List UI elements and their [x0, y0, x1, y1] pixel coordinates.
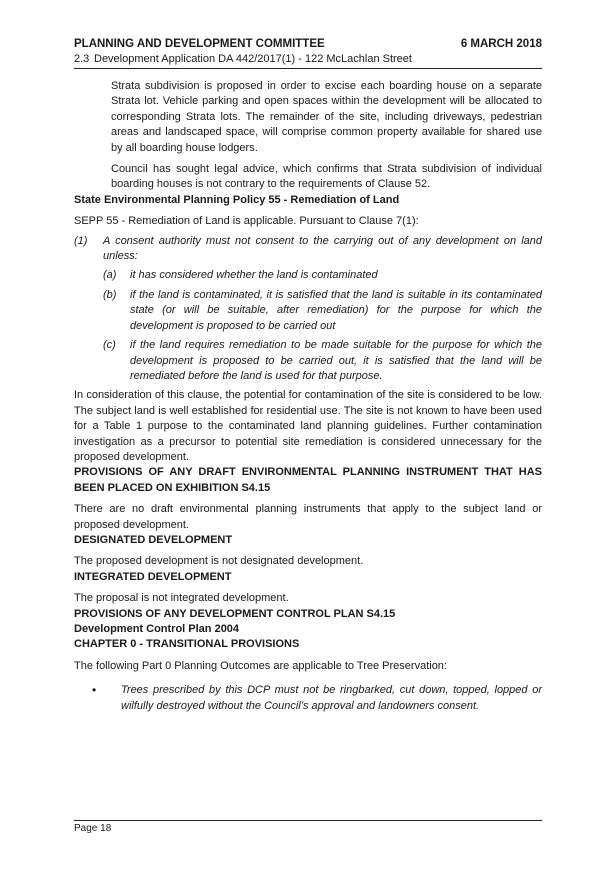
footer-divider — [74, 820, 542, 821]
sepp-heading: State Environmental Planning Policy 55 - Remediation of Land — [74, 193, 400, 206]
clause-item-text: if the land requires remediation to be made suitable for the purpose for which the development is proposed to be carried out, it is satisfied that the land will be remediated before the land is used for that purpose. — [130, 339, 542, 382]
tree-bullet-text: Trees prescribed by this DCP must not be ringbarked, cut down, topped, lopped or wilfully destroyed without the Council’s approval and landowners consent. — [121, 684, 542, 712]
strata-paragraph: Strata subdivision is proposed in order to excise each boarding house on a separate Strata lot. Vehicle parking and open spaces within the development will be allocated to corresponding Strata lots. The remainder of the site, including driveways, pedestrian areas and landscaped space, will comprise common property available for shared use by all boarding house lodgers. — [111, 80, 542, 154]
clause-item-label: (a) — [103, 269, 117, 282]
designated-heading: DESIGNATED DEVELOPMENT — [74, 533, 233, 546]
integrated-heading: INTEGRATED DEVELOPMENT — [74, 570, 232, 583]
clause-item-label: (c) — [103, 339, 116, 352]
clause-item-label: (b) — [103, 288, 117, 301]
clause-item-text: if the land is contaminated, it is satisfied that the land is suitable in its contaminated state (or will be suitable, after remediation) for the purpose for which the development is proposed to be carried out — [130, 288, 542, 332]
dcp-heading: PROVISIONS OF ANY DEVELOPMENT CONTROL PLAN S4.15 — [74, 607, 396, 620]
clause-item-a — [74, 268, 542, 283]
sepp-paragraph: SEPP 55 - Remediation of Land is applicable. Pursuant to Clause 7(1): — [74, 215, 419, 228]
item-number: 2.3 — [74, 53, 90, 65]
tree-bullet — [74, 683, 542, 714]
clause-item-b — [74, 288, 542, 334]
item-title: Development Application DA 442/2017(1) - 122 McLachlan Street — [94, 53, 412, 65]
header-divider — [74, 68, 542, 69]
clause-item-c — [74, 338, 542, 384]
part-0-paragraph: The following Part 0 Planning Outcomes are applicable to Tree Preservation: — [74, 659, 447, 672]
designated-paragraph: The proposed development is not designated development. — [74, 555, 364, 568]
clause-1 — [74, 234, 542, 265]
legal-advice-paragraph: Council has sought legal advice, which confirms that Strata subdivision of individual boarding houses is not contrary to the requirements of Clause 52. — [111, 163, 542, 191]
meeting-date: 6 MARCH 2018 — [460, 38, 542, 50]
dcp-2004-heading: Development Control Plan 2004 — [74, 623, 240, 635]
clause-1-label: (1) — [74, 234, 88, 247]
draft-epi-paragraph: There are no draft environmental planning instruments that apply to the subject land or proposed development. — [74, 503, 542, 531]
contamination-paragraph: In consideration of this clause, the potential for contamination of the site is considered to be low. The subject land is well established for residential use. The site is not known to have been used for a Table 1 purpose to the contaminated land planning guidelines. Further contamination investigation as a precursor to potential site remediation is considered unnecessary for the proposed development. — [74, 389, 542, 463]
integrated-paragraph: The proposal is not integrated development. — [74, 592, 289, 605]
page-body — [74, 79, 542, 714]
clause-item-text: it has considered whether the land is contaminated — [130, 269, 378, 282]
draft-epi-heading: PROVISIONS OF ANY DRAFT ENVIRONMENTAL PLANNING INSTRUMENT THAT HAS BEEN PLACED ON EXHIBITION S4.15 — [74, 466, 542, 494]
bullet-icon: • — [92, 683, 97, 698]
committee-name: PLANNING AND DEVELOPMENT COMMITTEE — [74, 38, 325, 50]
page-number: Page 18 — [74, 823, 112, 834]
chapter-0-heading: CHAPTER 0 - TRANSITIONAL PROVISIONS — [74, 638, 300, 651]
clause-1-text: A consent authority must not consent to the carrying out of any development on land unless: — [103, 234, 542, 263]
page-header — [74, 37, 542, 67]
